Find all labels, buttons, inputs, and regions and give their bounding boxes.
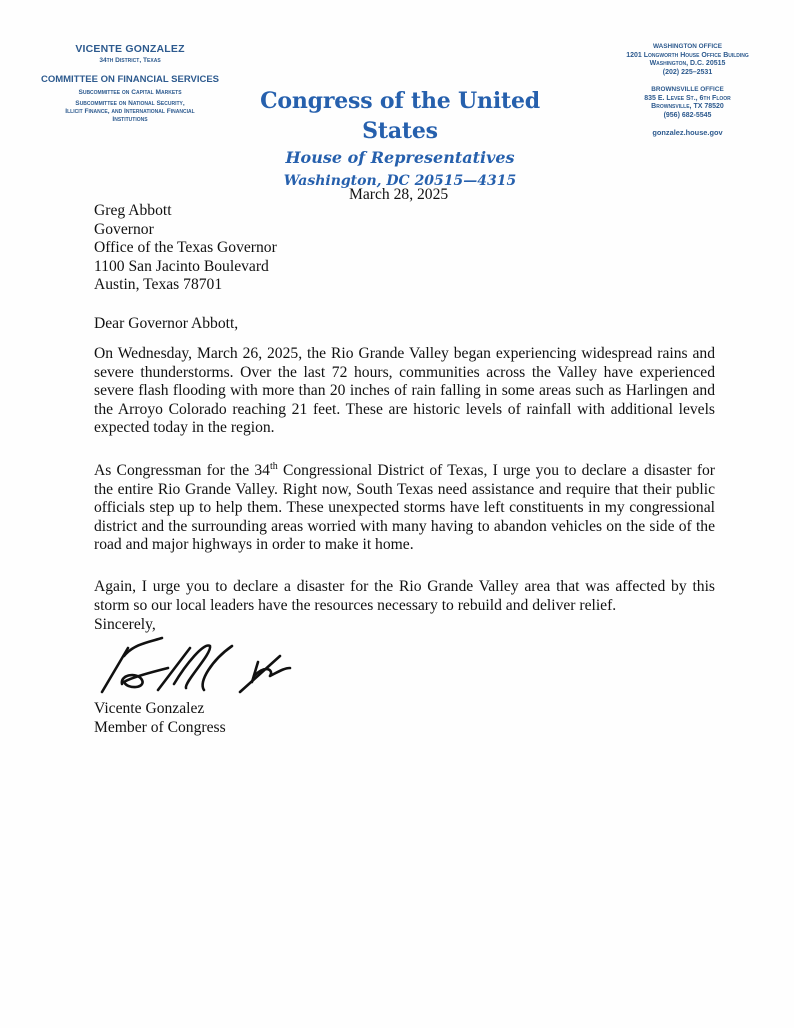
member-name: VICENTE GONZALEZ [75, 43, 185, 55]
washington-address: Washington, DC 20515—4315 [283, 173, 517, 189]
salutation: Dear Governor Abbott, [94, 315, 239, 332]
letterhead-member-block [20, 43, 240, 124]
recipient-title: Governor [94, 220, 154, 238]
body-paragraph [94, 462, 715, 555]
brownsville-office-header: BROWNSVILLE OFFICE [651, 86, 724, 93]
signature-icon [94, 634, 304, 704]
committee-name: COMMITTEE ON FINANCIAL SERVICES [40, 74, 220, 85]
recipient-name: Greg Abbott [94, 202, 172, 219]
paragraph-text: As Congressman for the 34 [94, 462, 270, 479]
letterhead-offices-block [600, 43, 775, 137]
signer-name: Vicente Gonzalez [94, 700, 205, 717]
subcommittee-capital-markets: Subcommittee on Capital Markets [78, 89, 182, 96]
body-paragraph: Again, I urge you to declare a disaster for the Rio Grande Valley area that was affected by this storm so our local leaders have the resources necessary to rebuild and deliver relief. [94, 578, 715, 614]
brownsville-office-phone: (956) 682-5545 [663, 111, 712, 119]
recipient-office: Office of the Texas Governor [94, 239, 277, 257]
signer-title: Member of Congress [94, 718, 226, 736]
letterhead-congress-block [240, 86, 560, 192]
washington-office-line: 1201 Longworth House Office Building [626, 51, 749, 59]
body-paragraph: On Wednesday, March 26, 2025, the Rio Grande Valley began experiencing widespread rains and severe thunderstorms. Over the last 72 hours, communities across the Valley have experienced severe flash flooding with more than 20 inches of rain falling in some areas such as Harlingen and the Arroyo Colorado reaching 21 feet. These are historic levels of rainfall with additional levels expected today in the region. [94, 345, 715, 437]
washington-office-phone: (202) 225–2531 [662, 68, 713, 76]
subcommittee-line: Subcommittee on National Security, [75, 99, 185, 107]
letter-date: March 28, 2025 [349, 186, 449, 203]
subcommittee-line: Institutions [112, 115, 148, 123]
signer-block [94, 700, 226, 737]
member-district: 34th District, Texas [99, 57, 161, 64]
closing: Sincerely, [94, 616, 156, 633]
congress-title: Congress of the United States [260, 88, 540, 144]
washington-office-line: Washington, D.C. 20515 [649, 60, 726, 67]
paragraph-text: Congressional District of Texas, I urge you to declare a disaster for the entire Rio Grande Valley. Right now, South Texas need assistance and require that their public officials step up to help them. These unexpected storms have left constituents in my congressional district and the surrounding areas worried with many having to abandon vehicles on the side of the road and major highways in order to make it home. [94, 462, 715, 554]
washington-office-header: WASHINGTON OFFICE [652, 43, 723, 50]
website-link[interactable]: gonzalez.house.gov [652, 128, 723, 137]
house-title: House of Representatives [285, 148, 515, 167]
recipient-city: Austin, Texas 78701 [94, 276, 223, 294]
ordinal-superscript: th [269, 460, 278, 472]
brownsville-office-line: Brownsville, TX 78520 [651, 103, 724, 110]
recipient-street: 1100 San Jacinto Boulevard [94, 257, 269, 275]
recipient-address [94, 202, 277, 295]
brownsville-office-line: 835 E. Levee St., 6th Floor [644, 94, 731, 102]
subcommittee-national-security [20, 100, 240, 125]
subcommittee-line: Illicit Finance, and International Financial [65, 107, 195, 115]
